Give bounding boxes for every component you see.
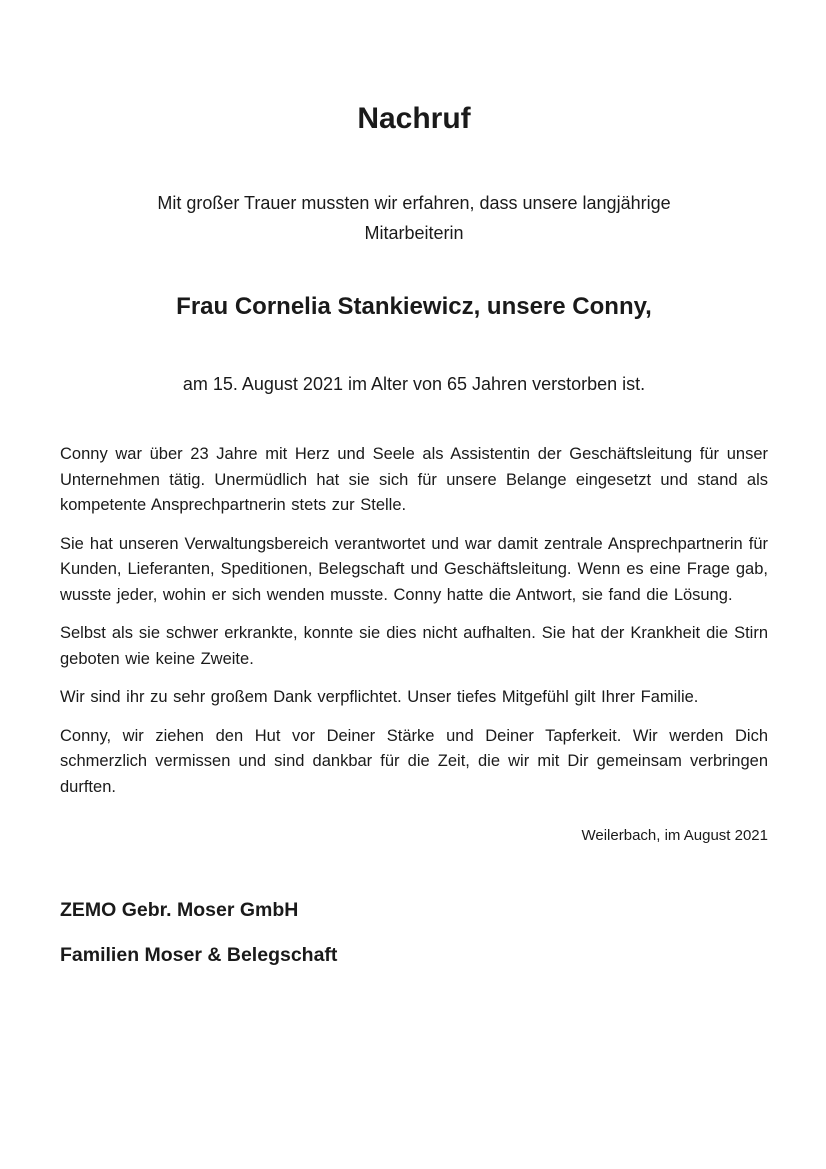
intro-line-1: Mit großer Trauer mussten wir erfahren, dass unsere langjährige — [157, 193, 671, 213]
signature-block — [60, 897, 768, 968]
place-date-line: Weilerbach, im August 2021 — [581, 827, 768, 844]
obituary-paragraph: Sie hat unseren Verwaltungsbereich verantwortet und war damit zentrale Ansprechpartnerin für Kunden, Lieferanten, Speditionen, Belegschaft und Geschäftsleitung. Wenn es eine Frage gab, wusste jeder, wohin er sich wenden musste. Conny hatte die Antwort, sie fand die Lösung. — [60, 534, 768, 604]
deceased-name-heading: Frau Cornelia Stankiewicz, unsere Conny, — [176, 293, 652, 320]
signature-family: Familien Moser & Belegschaft — [60, 944, 338, 966]
obituary-paragraph: Selbst als sie schwer erkrankte, konnte sie dies nicht aufhalten. Sie hat der Krankheit die Stirn geboten wie keine Zweite. — [60, 624, 768, 668]
obituary-body — [60, 442, 768, 800]
death-date-line: am 15. August 2021 im Alter von 65 Jahren verstorben ist. — [182, 374, 646, 394]
obituary-paragraph: Conny, wir ziehen den Hut vor Deiner Stärke und Deiner Tapferkeit. Wir werden Dich schmerzlich vermissen und sind dankbar für die Zeit, die wir mit Dir gemeinsam verbringen durften. — [60, 726, 768, 796]
intro-text — [60, 188, 768, 248]
intro-line-2: Mitarbeiterin — [364, 223, 464, 243]
obituary-paragraph: Wir sind ihr zu sehr großem Dank verpflichtet. Unser tiefes Mitgefühl gilt Ihrer Familie. — [60, 688, 699, 706]
page-title: Nachruf — [357, 102, 471, 135]
signature-company: ZEMO Gebr. Moser GmbH — [60, 899, 299, 921]
obituary-paragraph: Conny war über 23 Jahre mit Herz und Seele als Assistentin der Geschäftsleitung für unser Unternehmen tätig. Unermüdlich hat sie sich für unsere Belange eingesetzt und stand als kompetente Ansprechpartnerin stets zur Stelle. — [60, 445, 768, 514]
